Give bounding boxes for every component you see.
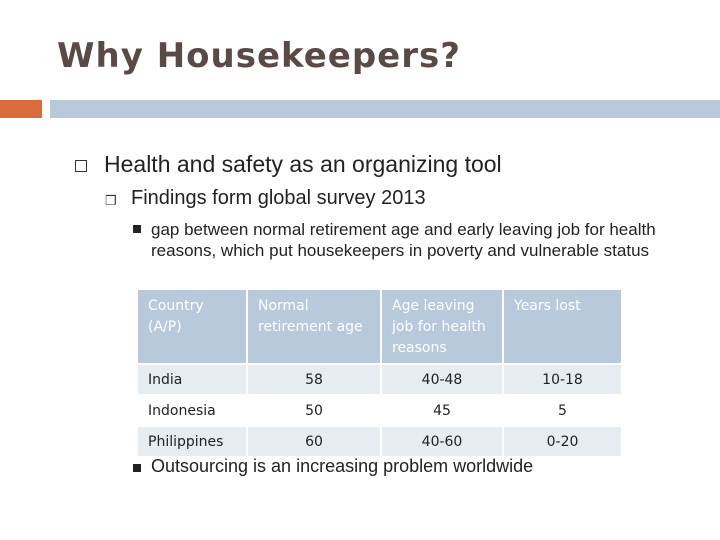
cell-normal-retirement-age: 60 xyxy=(247,426,381,456)
header-normal-retirement-age: Normal retirement age xyxy=(247,290,381,364)
bullet-square-icon xyxy=(75,160,87,172)
table-row xyxy=(138,426,621,456)
accent-bar-blue xyxy=(50,100,720,118)
retirement-table xyxy=(138,290,621,456)
table-row xyxy=(138,364,621,395)
table-header-row xyxy=(138,290,621,364)
header-years-lost: Years lost xyxy=(503,290,621,364)
cell-age-leaving-job: 40-60 xyxy=(381,426,503,456)
slide-title: Why Housekeepers? xyxy=(57,36,461,76)
cell-normal-retirement-age: 50 xyxy=(247,395,381,426)
bullet-filled-square-icon xyxy=(133,225,141,233)
cell-normal-retirement-age: 58 xyxy=(247,364,381,395)
cell-years-lost: 0-20 xyxy=(503,426,621,456)
table-row xyxy=(138,395,621,426)
cell-years-lost: 10-18 xyxy=(503,364,621,395)
bullet-arrow-icon: ❒ xyxy=(105,193,117,208)
bullet-level3-outsourcing: Outsourcing is an increasing problem worldwide xyxy=(151,456,534,476)
cell-age-leaving-job: 40-48 xyxy=(381,364,503,395)
bullet-filled-square-icon xyxy=(133,464,141,472)
bullet-level1: Health and safety as an organizing tool xyxy=(104,151,502,177)
cell-age-leaving-job: 45 xyxy=(381,395,503,426)
bullet-level3: gap between normal retirement age and early leaving job for health reasons, which put housekeepers in poverty and vulnerable status xyxy=(151,220,656,260)
cell-country: Philippines xyxy=(138,426,247,456)
accent-bar-orange xyxy=(0,100,42,118)
cell-years-lost: 5 xyxy=(503,395,621,426)
cell-country: Indonesia xyxy=(138,395,247,426)
header-age-leaving-job: Age leaving job for health reasons xyxy=(381,290,503,364)
header-country: Country (A/P) xyxy=(138,290,247,364)
cell-country: India xyxy=(138,364,247,395)
bullet-level2: Findings form global survey 2013 xyxy=(131,187,426,209)
